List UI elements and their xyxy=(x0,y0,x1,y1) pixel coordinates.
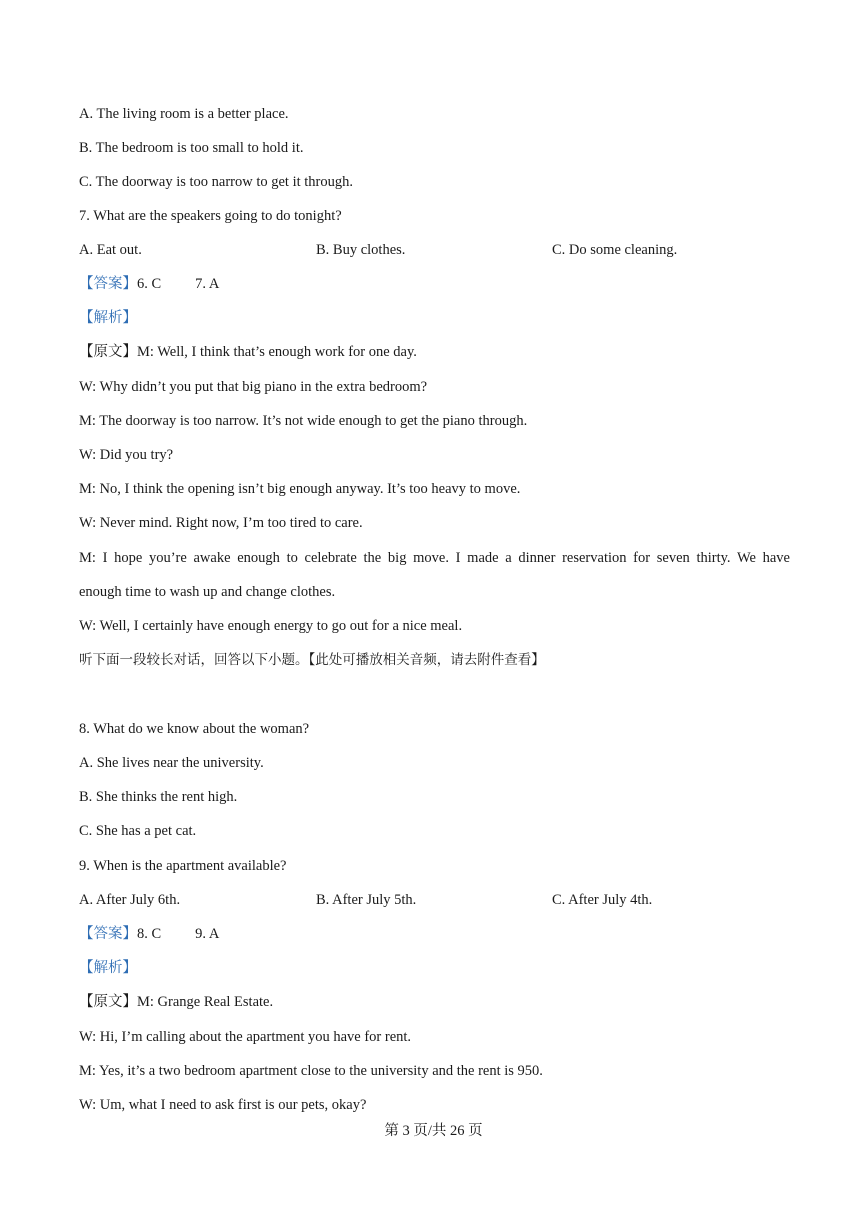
transcript-line: M: No, I think the opening isn’t big enough anyway. It’s too heavy to move. xyxy=(79,481,521,497)
q6-option-c: C. The doorway is too narrow to get it through. xyxy=(79,174,353,190)
transcript-line: M: I hope you’re awake enough to celebrate the big move. I made a dinner reservation for seven thirty. We have xyxy=(79,550,790,566)
answer-tag: 【答案】 xyxy=(79,276,137,292)
q9-option-c: C. After July 4th. xyxy=(552,892,653,908)
answer-tag: 【答案】 xyxy=(79,926,137,942)
q6-option-b: B. The bedroom is too small to hold it. xyxy=(79,140,304,156)
q7-option-c: C. Do some cleaning. xyxy=(552,242,678,258)
q8-option-a: A. She lives near the university. xyxy=(79,755,264,771)
q9-question: 9. When is the apartment available? xyxy=(79,858,287,874)
answer-6: 6. C xyxy=(137,276,162,292)
transcript-1-first xyxy=(79,342,417,362)
transcript-line: enough time to wash up and change clothes. xyxy=(79,584,336,600)
q8-option-b: B. She thinks the rent high. xyxy=(79,789,238,805)
transcript-2-first xyxy=(79,992,273,1012)
transcript-line: M: The doorway is too narrow. It’s not wide enough to get the piano through. xyxy=(79,413,528,429)
transcript-line: M: Grange Real Estate. xyxy=(137,994,274,1010)
answer-block-1 xyxy=(79,274,219,294)
q9-option-a: A. After July 6th. xyxy=(79,892,181,908)
answer-7: 7. A xyxy=(195,276,220,292)
analysis-tag-2: 【解析】 xyxy=(79,960,137,976)
q8-option-c: C. She has a pet cat. xyxy=(79,823,197,839)
answer-9: 9. A xyxy=(195,926,220,942)
q6-option-a: A. The living room is a better place. xyxy=(79,106,289,122)
transcript-tag: 【原文】 xyxy=(79,994,137,1010)
q7-question: 7. What are the speakers going to do tonight? xyxy=(79,208,342,224)
transcript-line: W: Did you try? xyxy=(79,447,174,463)
transcript-line: W: Um, what I need to ask first is our pets, okay? xyxy=(79,1097,367,1113)
listening-instruction: 听下面一段较长对话，回答以下小题。【此处可播放相关音频，请去附件查看】 xyxy=(79,652,545,668)
transcript-line: M: Well, I think that’s enough work for one day. xyxy=(137,344,417,360)
q7-option-a: A. Eat out. xyxy=(79,242,142,258)
transcript-line: M: Yes, it’s a two bedroom apartment close to the university and the rent is 950. xyxy=(79,1063,543,1079)
transcript-line: W: Well, I certainly have enough energy to go out for a nice meal. xyxy=(79,618,463,634)
transcript-line: W: Hi, I’m calling about the apartment you have for rent. xyxy=(79,1029,412,1045)
answer-block-2 xyxy=(79,924,219,944)
q9-option-b: B. After July 5th. xyxy=(316,892,417,908)
analysis-tag-1: 【解析】 xyxy=(79,310,137,326)
q7-option-b: B. Buy clothes. xyxy=(316,242,406,258)
transcript-line: W: Why didn’t you put that big piano in the extra bedroom? xyxy=(79,379,428,395)
q8-question: 8. What do we know about the woman? xyxy=(79,721,310,737)
page-footer: 第 3 页/共 26 页 xyxy=(384,1123,483,1139)
answer-8: 8. C xyxy=(137,926,162,942)
transcript-line: W: Never mind. Right now, I’m too tired to care. xyxy=(79,515,363,531)
transcript-tag: 【原文】 xyxy=(79,344,137,360)
